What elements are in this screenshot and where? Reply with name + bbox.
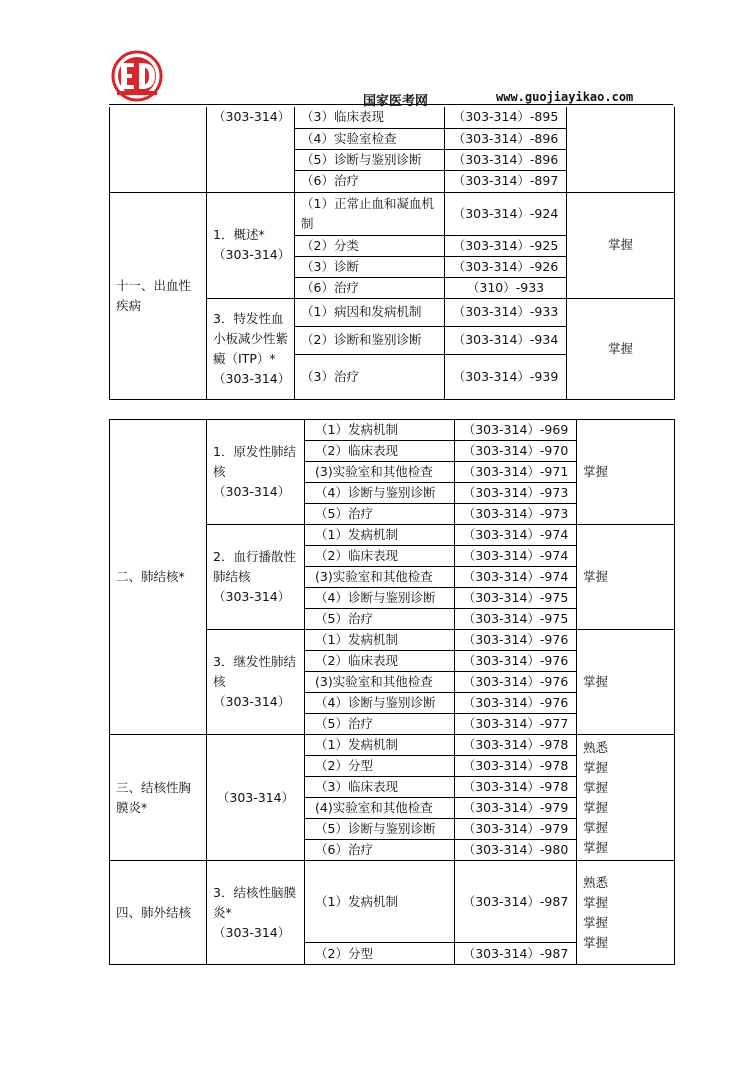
level-cell: 掌握 <box>567 192 675 298</box>
unit-name: 十一、出血性疾病 <box>116 277 192 313</box>
item-cell: （5）诊断与鉴别诊断 <box>305 819 455 840</box>
page-cell: （303-314）-976 <box>455 672 577 693</box>
sub-code: （303-314） <box>207 735 305 861</box>
header-rule <box>109 104 673 105</box>
level-cell <box>577 735 675 861</box>
page-cell: （303-314）-978 <box>455 756 577 777</box>
page-cell: （303-314）-895 <box>445 107 567 128</box>
page-cell: （303-314）-976 <box>455 630 577 651</box>
page-cell: （303-314）-975 <box>455 609 577 630</box>
page-cell: （303-314）-979 <box>455 819 577 840</box>
level-item: 熟悉 <box>583 739 609 755</box>
unit-cell <box>110 861 207 965</box>
item-cell: (3)实验室和其他检查 <box>305 567 455 588</box>
sub-code: （303-314） <box>207 107 295 192</box>
page-cell: （303-314）-896 <box>445 149 567 170</box>
sub-name: 3．继发性肺结核 <box>213 654 296 689</box>
item-cell: （6）治疗 <box>295 277 445 298</box>
page-cell: （303-314）-926 <box>445 256 567 277</box>
item-cell: （5）诊断与鉴别诊断 <box>295 149 445 170</box>
page-cell: （303-314）-939 <box>445 354 567 399</box>
level-item: 掌握 <box>583 819 609 835</box>
item-cell: （1）发病机制 <box>305 630 455 651</box>
sub-name: 3．结核性脑膜炎* <box>213 884 296 920</box>
site-url[interactable]: www.guojiayikao.com <box>496 90 634 104</box>
page-cell: （303-314）-896 <box>445 128 567 149</box>
item-cell: （2）临床表现 <box>305 441 455 462</box>
page-cell: （303-314）-924 <box>445 192 567 235</box>
level-item: 掌握 <box>583 779 609 795</box>
site-title: 国家医考网 <box>363 94 429 109</box>
item-cell: （4）诊断与鉴别诊断 <box>305 588 455 609</box>
page-cell: （303-314）-978 <box>455 777 577 798</box>
sub-code: （303-314） <box>213 370 291 386</box>
page-cell: （303-314）-925 <box>445 235 567 256</box>
item-cell: （5）治疗 <box>305 609 455 630</box>
sub-code: （303-314） <box>213 247 291 262</box>
item-cell: （2）临床表现 <box>305 651 455 672</box>
unit-cell <box>110 735 207 861</box>
sub-name: 3．特发性血小板减少性紫癜（ITP）* <box>213 310 289 366</box>
unit-cell <box>110 420 207 735</box>
item-cell: （1）发病机制 <box>305 420 455 441</box>
level-item: 熟悉 <box>583 874 609 890</box>
page-cell: （303-314）-987 <box>455 943 577 965</box>
sub-name: 2．血行播散性肺结核 <box>213 549 296 584</box>
sub-code: （303-314） <box>213 924 291 940</box>
level-cell <box>567 107 675 192</box>
unit-cell-continued <box>110 107 207 192</box>
level-item: 掌握 <box>583 759 609 775</box>
page-cell: （303-314）-973 <box>455 504 577 525</box>
page-cell: （303-314）-980 <box>455 840 577 861</box>
item-cell: （1）发病机制 <box>305 735 455 756</box>
page-cell: （303-314）-969 <box>455 420 577 441</box>
unit-cell <box>110 192 207 399</box>
item-cell: （6）治疗 <box>295 170 445 192</box>
level-cell: 掌握 <box>577 525 675 630</box>
item-cell: （2）诊断和鉴别诊断 <box>295 326 445 354</box>
sub-cell <box>207 192 295 298</box>
page-cell: （303-314）-971 <box>455 462 577 483</box>
sub-cell <box>207 630 305 735</box>
item-cell: （3）临床表现 <box>295 107 445 128</box>
page-cell: （303-314）-978 <box>455 735 577 756</box>
level-cell: 掌握 <box>577 420 675 525</box>
level-cell <box>577 861 675 965</box>
page-cell: （303-314）-897 <box>445 170 567 192</box>
item-cell: （2）分类 <box>295 235 445 256</box>
page-cell: （303-314）-933 <box>445 298 567 326</box>
level-item: 掌握 <box>583 799 609 815</box>
item-cell: （3）治疗 <box>295 354 445 399</box>
page-cell: （303-314）-970 <box>455 441 577 462</box>
item-cell: （1）发病机制 <box>305 525 455 546</box>
page-cell: （303-314）-977 <box>455 714 577 735</box>
item-cell: （5）治疗 <box>305 714 455 735</box>
item-cell: （3）临床表现 <box>305 777 455 798</box>
sub-cell <box>207 861 305 965</box>
page-cell: （303-314）-976 <box>455 651 577 672</box>
item-cell: （4）实验室检查 <box>295 128 445 149</box>
unit-name: 二、肺结核* <box>116 569 185 584</box>
item-cell: （4）诊断与鉴别诊断 <box>305 483 455 504</box>
page-cell: （303-314）-976 <box>455 693 577 714</box>
item-cell: (3)实验室和其他检查 <box>305 462 455 483</box>
guojiayikao-logo-icon <box>109 50 165 102</box>
item-cell: （1）病因和发病机制 <box>295 298 445 326</box>
sub-cell <box>207 420 305 525</box>
page-cell: （303-314）-975 <box>455 588 577 609</box>
item-cell: （2）分型 <box>305 756 455 777</box>
page-cell: （303-314）-979 <box>455 798 577 819</box>
page-cell: （303-314）-987 <box>455 861 577 943</box>
item-cell: （2）临床表现 <box>305 546 455 567</box>
page-cell: （303-314）-973 <box>455 483 577 504</box>
syllabus-table-2 <box>109 419 675 965</box>
level-item: 掌握 <box>583 839 609 855</box>
sub-name: 1．概述* <box>213 227 265 242</box>
sub-name: 1．原发性肺结核 <box>213 444 296 479</box>
item-cell: （6）治疗 <box>305 840 455 861</box>
item-cell: （1）正常止血和凝血机制 <box>295 192 445 235</box>
sub-cell <box>207 298 295 399</box>
page-cell: （303-314）-974 <box>455 567 577 588</box>
item-cell: （3）诊断 <box>295 256 445 277</box>
item-cell: （2）分型 <box>305 943 455 965</box>
item-cell: （5）治疗 <box>305 504 455 525</box>
level-item: 掌握 <box>583 894 609 910</box>
page-cell: （310）-933 <box>445 277 567 298</box>
sub-code: （303-314） <box>213 589 291 604</box>
level-item: 掌握 <box>583 934 609 950</box>
sub-cell <box>207 525 305 630</box>
sub-code: （303-314） <box>213 484 291 499</box>
item-cell: (3)实验室和其他检查 <box>305 672 455 693</box>
page-cell: （303-314）-934 <box>445 326 567 354</box>
level-cell: 掌握 <box>567 298 675 399</box>
sub-code: （303-314） <box>213 694 291 709</box>
item-cell: （4）诊断与鉴别诊断 <box>305 693 455 714</box>
page-cell: （303-314）-974 <box>455 525 577 546</box>
level-item: 掌握 <box>583 914 609 930</box>
item-cell: (4)实验室和其他检查 <box>305 798 455 819</box>
page-cell: （303-314）-974 <box>455 546 577 567</box>
syllabus-table-1 <box>109 107 675 400</box>
unit-name: 四、肺外结核 <box>116 904 192 920</box>
item-cell: （1）发病机制 <box>305 861 455 943</box>
unit-name: 三、结核性胸膜炎* <box>116 779 192 815</box>
level-cell: 掌握 <box>577 630 675 735</box>
